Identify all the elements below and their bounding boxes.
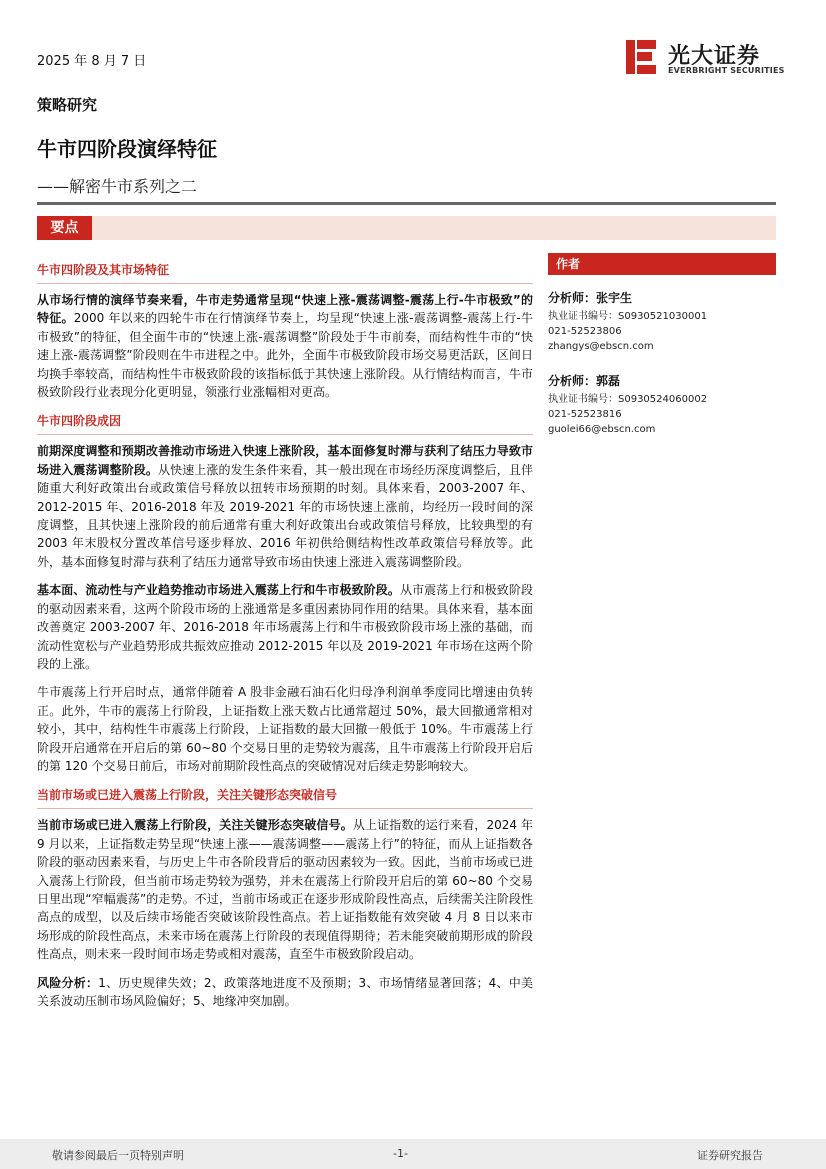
page-number: -1- <box>393 1147 408 1160</box>
analyst-name: 分析师：郭磊 <box>548 374 621 388</box>
section-stage-features <box>37 260 533 401</box>
analyst-phone: 021-52523816 <box>548 409 622 420</box>
author-heading: 作者 <box>548 253 776 275</box>
risk-text: 1、历史规律失效；2、政策落地进度不及预期；3、市场情绪显著回落；4、中美关系波动压制市场风险偏好；5、地缘冲突加剧。 <box>37 975 533 1008</box>
paragraph <box>37 683 533 775</box>
page-footer <box>0 1139 826 1169</box>
section-heading: 当前市场或已进入震荡上行阶段，关注关键形态突破信号 <box>37 785 533 809</box>
key-points-bar <box>37 216 776 240</box>
paragraph-lead: 前期深度调整和预期改善推动市场进入快速上涨阶段，基本面修复时滞与获利了结压力导致市场进入震荡调整阶段。 <box>37 444 533 477</box>
author-sidebar <box>548 253 776 455</box>
paragraph-lead: 从市场行情的演绎节奏来看，牛市走势通常呈现“快速上涨-震荡调整-震荡上行-牛市极致”的特征。 <box>37 293 533 326</box>
company-logo <box>624 36 784 86</box>
logo-chinese-name: 光大证券 <box>668 44 761 69</box>
analyst-cert: 执业证书编号：S0930521030001 <box>548 311 708 322</box>
logo-english-name: EVERBRIGHT SECURITIES <box>668 66 785 75</box>
risk-label: 风险分析： <box>37 975 99 990</box>
section-heading: 牛市四阶段成因 <box>37 411 533 435</box>
paragraph <box>37 581 533 673</box>
paragraph-lead: 当前市场或已进入震荡上行阶段，关注关键形态突破信号。 <box>37 818 353 833</box>
paragraph <box>37 442 533 571</box>
section-stage-causes <box>37 411 533 775</box>
analyst-card <box>548 289 776 354</box>
analyst-email[interactable]: zhangys@ebscn.com <box>548 341 654 352</box>
report-date: 2025 年 8 月 7 日 <box>37 54 147 69</box>
section-current-market <box>37 785 533 963</box>
everbright-logo-icon <box>624 36 658 78</box>
header-divider <box>37 202 776 205</box>
section-heading: 牛市四阶段及其市场特征 <box>37 260 533 284</box>
paragraph-body: 牛市震荡上行开启时点，通常伴随着 A 股非金融石油石化归母净利润单季度同比增速由负转正。此外，牛市的震荡上行阶段，上证指数上涨天数占比通常超过 50%，最大回撤通常相对较小，其中，结构性牛市震荡上行阶段，上证指数的最大回撤一般低于 10%。牛市震荡上行阶段开启通常在开启后的第 60~80 个交易日里的走势较为震荡，且牛市震荡上行阶段开启后的第 120 个交易日前后，市场对前期阶段性高点的突破情况对后续走势影响较大。 <box>37 685 533 773</box>
analyst-phone: 021-52523806 <box>548 326 622 337</box>
report-category: 策略研究 <box>37 96 98 114</box>
report-subtitle: ——解密牛市系列之二 <box>37 177 198 196</box>
paragraph <box>37 291 533 401</box>
paragraph-body: 从市震荡上行和极致阶段的驱动因素来看，这两个阶段市场的上涨通常是多重因素协同作用的结果。具体来看，基本面改善奠定 2003-2007 年、2016-2018 年市场震荡上行和牛市极致阶段市场上涨的基础，而流动性宽松与产业趋势形成共振效应推动 2012-2015 年以及 2019-2021 年市场在这两个阶段的上涨。 <box>37 583 533 671</box>
paragraph-body: 从快速上涨的发生条件来看，其一般出现在市场经历深度调整后，且伴随重大利好政策出台或政策信号释放以扭转市场预期的时刻。具体来看，2003-2007 年、2012-2015 年、2016-2018 年及 2019-2021 年的市场快速上涨前，均经历一段时间的深度调整，且其快速上涨阶段的前后通常有重大利好政策出台或政策信号释放，比较典型的有 2003 年末股权分置改革信号逐步释放、2016 年初供给侧结构性改革政策信号释放等。此外，基本面修复时滞与获利了结压力通常导致市场由快速上涨进入震荡调整阶段。 <box>37 462 533 569</box>
paragraph <box>37 816 533 963</box>
paragraph-lead: 基本面、流动性与产业趋势推动市场进入震荡上行和牛市极致阶段。 <box>37 583 400 598</box>
main-content <box>37 260 533 1020</box>
footer-disclaimer: 敬请参阅最后一页特别声明 <box>52 1149 184 1162</box>
report-title: 牛市四阶段演绎特征 <box>37 137 217 161</box>
risk-analysis <box>37 974 533 1011</box>
analyst-cert: 执业证书编号：S0930524060002 <box>548 394 708 405</box>
analyst-card <box>548 372 776 437</box>
footer-report-type: 证券研究报告 <box>697 1149 763 1162</box>
analyst-email[interactable]: guolei66@ebscn.com <box>548 424 656 435</box>
paragraph-body: 从上证指数的运行来看，2024 年 9 月以来，上证指数走势呈现“快速上涨——震荡调整——震荡上行”的特征，而从上证指数各阶段的驱动因素来看，与历史上牛市各阶段背后的驱动因素较为一致。因此，当前市场或已进入震荡上行阶段，但当前市场走势较为强势，并未在震荡上行阶段开启后的第 60~80 个交易日里出现“窄幅震荡”的走势。不过，当前市场或正在逐步形成阶段性高点，后续需关注阶段性高点的成型，以及后续市场能否突破该阶段性高点。若上证指数能有效突破 4 月 8 日以来市场形成的阶段性高点，未来市场在震荡上行阶段的表现值得期待；若未能突破前期形成的阶段性高点，则未来一段时间市场走势或相对震荡，直至牛市极致阶段启动。 <box>37 818 533 962</box>
paragraph-body: 2000 年以来的四轮牛市在行情演绎节奏上，均呈现“快速上涨-震荡调整-震荡上行-牛市极致”的特征，但全面牛市的“快速上涨-震荡调整”阶段处于牛市前奏，而结构性牛市的“快速上涨-震荡调整”阶段则在牛市进程之中。此外，全面牛市极致阶段市场交易更活跃，区间日均换手率较高，而结构性牛市极致阶段的该指标低于其快速上涨阶段。从行情结构而言，牛市极致阶段行业表现分化更明显，领涨行业涨幅相对更高。 <box>37 311 533 400</box>
key-points-label: 要点 <box>37 216 92 240</box>
analyst-name: 分析师：张宇生 <box>548 291 633 305</box>
